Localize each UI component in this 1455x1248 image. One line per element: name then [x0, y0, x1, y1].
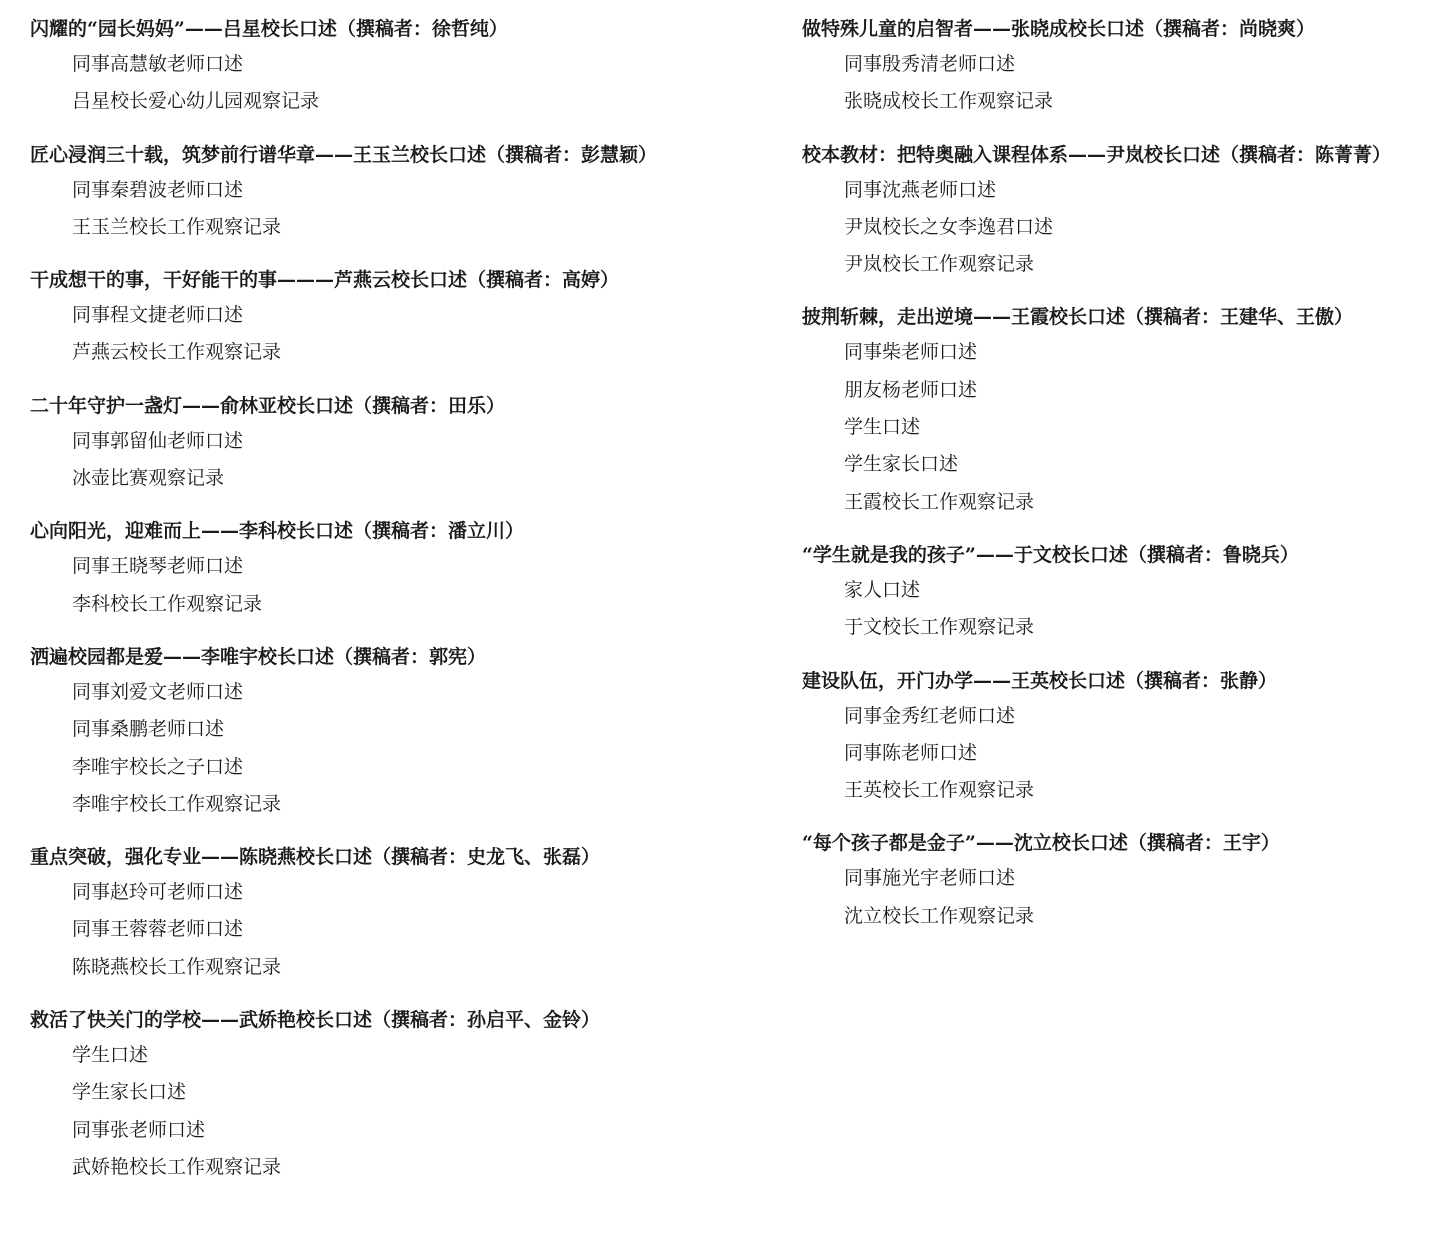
toc-entry[interactable]: 同事王晓琴老师口述	[72, 555, 244, 578]
section-title[interactable]: 披荆斩棘，走出逆境——王霞校长口述（撰稿者：王建华、王傲）	[802, 306, 1354, 329]
toc-entry[interactable]: 同事刘爱文老师口述	[72, 680, 244, 703]
left-column	[30, 12, 770, 1203]
toc-entry[interactable]: 张晓成校长工作观察记录	[844, 90, 1054, 113]
toc-entry[interactable]: 李科校长工作观察记录	[72, 592, 263, 615]
toc-entry[interactable]: 同事张老师口述	[72, 1118, 206, 1141]
toc-entry[interactable]: 吕星校长爱心幼儿园观察记录	[72, 90, 320, 113]
toc-section	[802, 538, 1452, 647]
toc-entry[interactable]: 李唯宇校长之子口述	[72, 755, 244, 778]
toc-section	[802, 300, 1452, 520]
toc-section	[802, 12, 1452, 121]
entry-list	[30, 172, 770, 247]
toc-entry[interactable]: 王玉兰校长工作观察记录	[72, 215, 282, 238]
toc-entry[interactable]: 同事陈老师口述	[844, 741, 978, 764]
toc-entry[interactable]: 同事沈燕老师口述	[844, 178, 997, 201]
toc-entry[interactable]: 武娇艳校长工作观察记录	[72, 1155, 282, 1178]
entry-list	[30, 674, 770, 823]
entry-list	[30, 423, 770, 498]
section-title[interactable]: 建设队伍，开门办学——王英校长口述（撰稿者：张静）	[802, 669, 1278, 692]
section-title[interactable]: 二十年守护一盏灯——俞林亚校长口述（撰稿者：田乐）	[30, 394, 506, 417]
entry-list	[30, 874, 770, 986]
toc-entry[interactable]: 王英校长工作观察记录	[844, 779, 1035, 802]
toc-entry[interactable]: 同事程文捷老师口述	[72, 304, 244, 327]
toc-entry[interactable]: 芦燕云校长工作观察记录	[72, 341, 282, 364]
toc-entry[interactable]: 同事桑鹏老师口述	[72, 718, 225, 741]
section-title[interactable]: 重点突破，强化专业——陈晓燕校长口述（撰稿者：史龙飞、张磊）	[30, 846, 601, 869]
toc-section	[30, 640, 770, 823]
entry-list	[802, 860, 1452, 935]
toc-entry[interactable]: 尹岚校长工作观察记录	[844, 253, 1035, 276]
section-title[interactable]: 做特殊儿童的启智者——张晓成校长口述（撰稿者：尚晓爽）	[802, 18, 1316, 40]
toc-section	[30, 514, 770, 623]
section-title[interactable]: 心向阳光，迎难而上——李科校长口述（撰稿者：潘立川）	[30, 520, 525, 543]
toc-section	[30, 389, 770, 498]
toc-entry[interactable]: 李唯宇校长工作观察记录	[72, 792, 282, 815]
toc-entry[interactable]: 冰壶比赛观察记录	[72, 467, 225, 490]
section-title[interactable]: 洒遍校园都是爱——李唯宇校长口述（撰稿者：郭宪）	[30, 645, 487, 668]
toc-entry[interactable]: 王霞校长工作观察记录	[844, 490, 1035, 513]
toc-entry[interactable]: 同事施光宇老师口述	[844, 867, 1016, 890]
section-title[interactable]: 匠心浸润三十载，筑梦前行谱华章——王玉兰校长口述（撰稿者：彭慧颖）	[30, 143, 658, 166]
toc-entry[interactable]: 同事金秀红老师口述	[844, 704, 1016, 727]
toc-entry[interactable]: 陈晓燕校长工作观察记录	[72, 955, 282, 978]
toc-entry[interactable]: 学生口述	[844, 416, 921, 439]
entry-list	[30, 46, 770, 121]
toc-section	[802, 138, 1452, 284]
toc-entry[interactable]: 沈立校长工作观察记录	[844, 904, 1035, 927]
toc-entry[interactable]: 同事殷秀清老师口述	[844, 53, 1016, 75]
toc-entry[interactable]: 同事赵玲可老师口述	[72, 881, 244, 904]
toc-entry[interactable]: 同事高慧敏老师口述	[72, 53, 244, 75]
right-column	[802, 12, 1452, 952]
toc-entry[interactable]: 朋友杨老师口述	[844, 378, 978, 401]
toc-entry[interactable]: 尹岚校长之女李逸君口述	[844, 215, 1054, 238]
toc-section	[30, 263, 770, 372]
toc-entry[interactable]: 学生家长口述	[844, 453, 959, 476]
section-title[interactable]: 干成想干的事，干好能干的事———芦燕云校长口述（撰稿者：高婷）	[30, 269, 620, 292]
toc-entry[interactable]: 同事秦碧波老师口述	[72, 178, 244, 201]
toc-entry[interactable]: 家人口述	[844, 578, 921, 601]
section-title[interactable]: 闪耀的“园长妈妈”——吕星校长口述（撰稿者：徐哲纯）	[30, 18, 508, 40]
entry-list	[30, 297, 770, 372]
toc-section	[30, 1003, 770, 1186]
toc-entry[interactable]: 同事王蓉蓉老师口述	[72, 918, 244, 941]
toc-entry[interactable]: 学生口述	[72, 1044, 149, 1067]
section-title[interactable]: 校本教材：把特奥融入课程体系——尹岚校长口述（撰稿者：陈菁菁）	[802, 143, 1392, 166]
toc-entry[interactable]: 同事郭留仙老师口述	[72, 429, 244, 452]
entry-list	[802, 172, 1452, 284]
section-title[interactable]: 救活了快关门的学校——武娇艳校长口述（撰稿者：孙启平、金铃）	[30, 1009, 601, 1032]
toc-section	[802, 664, 1452, 810]
toc-section	[802, 826, 1452, 935]
entry-list	[802, 46, 1452, 121]
section-title[interactable]: “学生就是我的孩子”——于文校长口述（撰稿者：鲁晓兵）	[802, 543, 1299, 566]
toc-section	[30, 138, 770, 247]
toc-section	[30, 12, 770, 121]
entry-list	[30, 548, 770, 623]
entry-list	[802, 334, 1452, 520]
entry-list	[802, 698, 1452, 810]
entry-list	[30, 1037, 770, 1186]
toc-entry[interactable]: 同事柴老师口述	[844, 341, 978, 364]
entry-list	[802, 572, 1452, 647]
section-title[interactable]: “每个孩子都是金子”——沈立校长口述（撰稿者：王宇）	[802, 832, 1280, 855]
toc-section	[30, 840, 770, 986]
toc-entry[interactable]: 学生家长口述	[72, 1081, 187, 1104]
toc-entry[interactable]: 于文校长工作观察记录	[844, 616, 1035, 639]
